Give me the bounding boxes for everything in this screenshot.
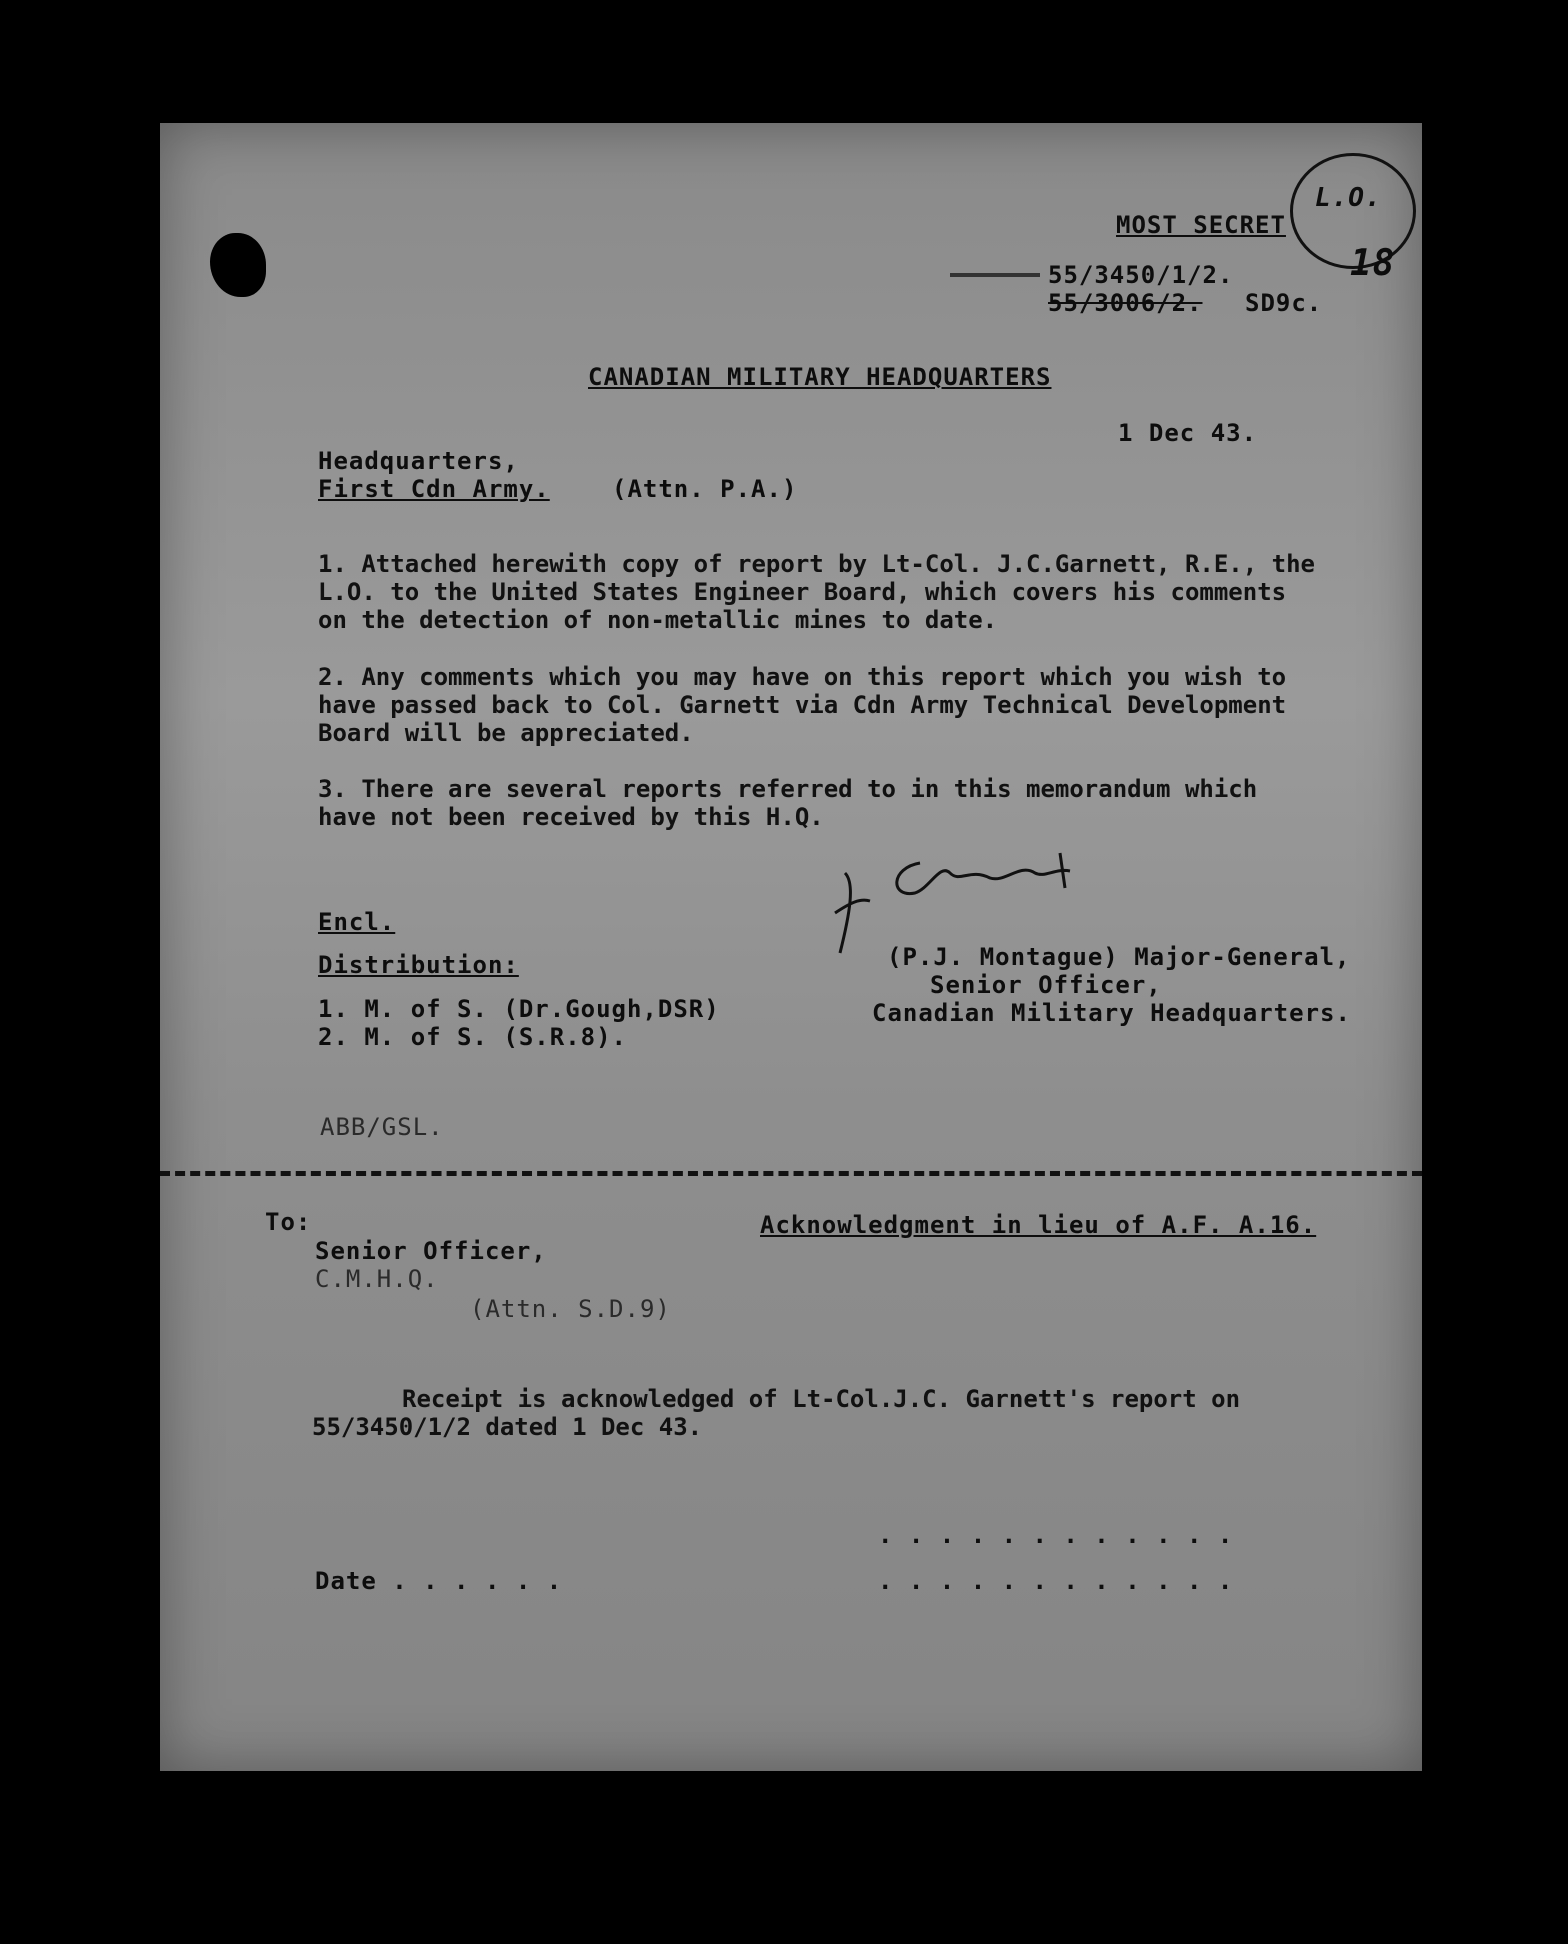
date-label: Date . . . . . . bbox=[315, 1567, 563, 1595]
file-ref-suffix: SD9c. bbox=[1245, 289, 1323, 317]
file-ref-2: 55/3006/2. bbox=[1048, 289, 1203, 317]
initials: ABB/GSL. bbox=[320, 1113, 444, 1141]
signatory-line3: Canadian Military Headquarters. bbox=[872, 999, 1351, 1027]
file-ref-1: 55/3450/1/2. bbox=[1048, 261, 1234, 289]
signature-dots: . . . . . . . . . . . . bbox=[878, 1521, 1234, 1549]
margin-number: 18 bbox=[1350, 243, 1396, 284]
letter-date: 1 Dec 43. bbox=[1118, 419, 1258, 447]
distribution-item: 2. M. of S. (S.R.8). bbox=[318, 1023, 627, 1051]
signatory-line2: Senior Officer, bbox=[930, 971, 1162, 999]
office-heading: CANADIAN MILITARY HEADQUARTERS bbox=[588, 363, 1052, 391]
circled-mark: L.O. bbox=[1315, 183, 1382, 213]
paragraph-2: 2. Any comments which you may have on this report which you wish to have passed back to Col. Garnett via Cdn Army Technical Development Board will be appreciated. bbox=[318, 663, 1287, 747]
arrow-mark bbox=[950, 273, 1040, 277]
ack-to: To: bbox=[265, 1208, 312, 1236]
ack-recipient2: C.M.H.Q. bbox=[315, 1265, 439, 1293]
enclosure-label: Encl. bbox=[318, 908, 396, 936]
tear-line bbox=[160, 1171, 1422, 1176]
ack-title: Acknowledgment in lieu of A.F. A.16. bbox=[760, 1211, 1317, 1239]
addressee-line2: First Cdn Army. bbox=[318, 475, 550, 503]
ack-attn: (Attn. S.D.9) bbox=[470, 1295, 671, 1323]
classification: MOST SECRET bbox=[1116, 211, 1286, 239]
paragraph-1: 1. Attached herewith copy of report by Lt-Col. J.C.Garnett, R.E., the L.O. to the United States Engineer Board, which covers his comments on the detection of non-metallic mines to date. bbox=[318, 550, 1315, 634]
signatory-line1: (P.J. Montague) Major-General, bbox=[887, 943, 1351, 971]
addressee-line1: Headquarters, bbox=[318, 447, 519, 475]
distribution-heading: Distribution: bbox=[318, 951, 519, 979]
ack-recipient1: Senior Officer, bbox=[315, 1237, 547, 1265]
ack-body: Receipt is acknowledged of Lt-Col.J.C. Garnett's report on 55/3450/1/2 dated 1 Dec 43. bbox=[312, 1385, 1241, 1441]
signature-dots-2: . . . . . . . . . . . . bbox=[878, 1567, 1234, 1595]
punch-hole bbox=[210, 233, 266, 297]
distribution-item: 1. M. of S. (Dr.Gough,DSR) bbox=[318, 995, 720, 1023]
paragraph-3: 3. There are several reports referred to in this memorandum which have not been received by this H.Q. bbox=[318, 775, 1258, 831]
addressee-attn: (Attn. P.A.) bbox=[612, 475, 798, 503]
document-page bbox=[160, 123, 1422, 1771]
